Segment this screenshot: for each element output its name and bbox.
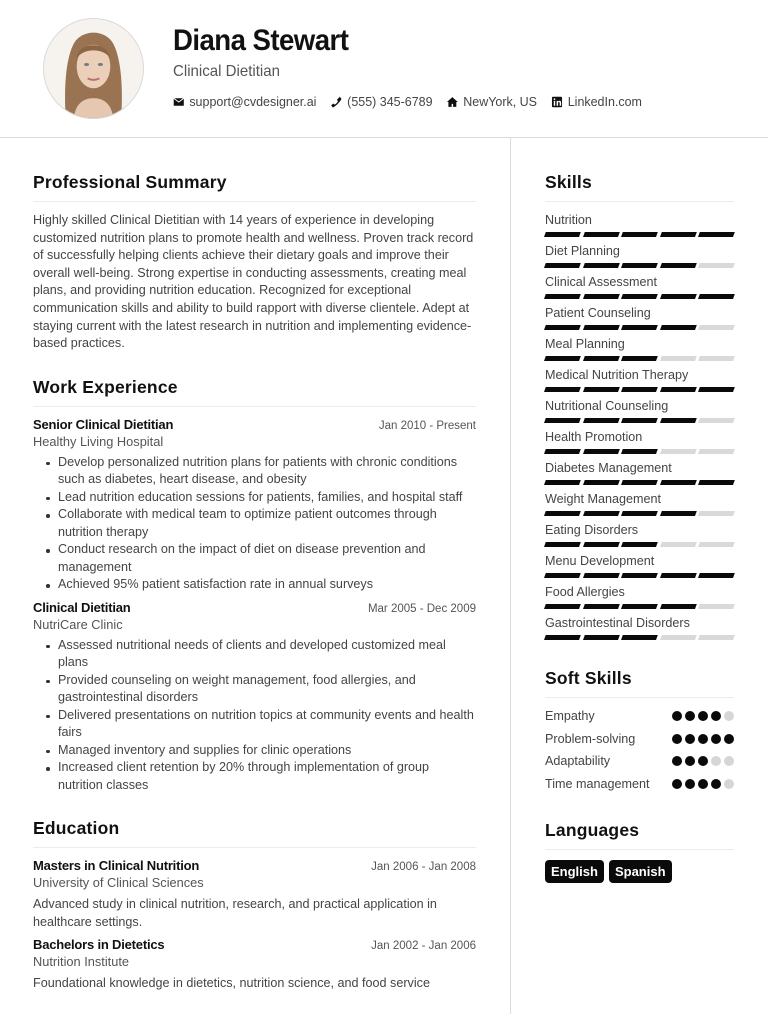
skill-level-segment	[621, 418, 658, 423]
skill-level-segment	[621, 356, 658, 361]
skill-level-segment	[660, 325, 697, 330]
skill-level-segment	[698, 325, 735, 330]
job-entry	[33, 417, 476, 594]
skill-name: Diabetes Management	[545, 461, 672, 475]
skill-level-segment	[621, 232, 658, 237]
skill-level-segment	[698, 387, 735, 392]
skill-level-segment	[698, 418, 735, 423]
candidate-name: Diana Stewart	[173, 24, 349, 57]
skill-level-segment	[583, 604, 620, 609]
skill-level-bar	[545, 263, 734, 268]
skill-level-segment	[621, 573, 658, 578]
skill-level-segment	[698, 635, 735, 640]
soft-skill-name: Empathy	[545, 709, 595, 723]
bullet-item: Collaborate with medical team to optimize patient outcomes through nutrition therapy	[33, 506, 476, 541]
skill-level-segment	[660, 449, 697, 454]
bullet-item: Assessed nutritional needs of clients and developed customized meal plans	[33, 637, 476, 672]
skill-level-segment	[621, 263, 658, 268]
experience-heading: Work Experience	[33, 377, 476, 407]
rating-dot-icon	[672, 756, 682, 766]
skill-level-segment	[660, 263, 697, 268]
skill-level-segment	[544, 635, 581, 640]
skill-level-segment	[698, 542, 735, 547]
skill-item	[545, 336, 734, 361]
skill-level-segment	[660, 573, 697, 578]
contact-email[interactable]	[173, 94, 316, 109]
skill-level-segment	[544, 294, 581, 299]
skill-name: Medical Nutrition Therapy	[545, 368, 689, 382]
soft-skill-name: Adaptability	[545, 754, 611, 768]
skill-level-bar	[545, 449, 734, 454]
envelope-icon	[173, 96, 185, 108]
skill-level-segment	[660, 232, 697, 237]
resume-header	[0, 0, 768, 138]
skill-level-segment	[621, 325, 658, 330]
skill-level-segment	[621, 604, 658, 609]
soft-skill-item	[545, 753, 734, 771]
job-dates: Mar 2005 - Dec 2009	[367, 602, 476, 615]
skill-level-segment	[583, 573, 620, 578]
skill-level-segment	[621, 635, 658, 640]
skill-level-segment	[621, 387, 658, 392]
education-dates: Jan 2002 - Jan 2006	[371, 940, 476, 953]
skill-item	[545, 212, 734, 237]
skill-name: Clinical Assessment	[545, 275, 657, 289]
bullet-item: Provided counseling on weight management, food allergies, and gastrointestinal disorders	[33, 672, 476, 707]
skill-level-segment	[583, 542, 620, 547]
rating-dot-icon	[685, 734, 695, 744]
profile-photo	[43, 18, 144, 119]
skill-level-bar	[545, 325, 734, 330]
job-organization: NutriCare Clinic	[33, 616, 123, 632]
skill-level-segment	[698, 263, 735, 268]
skill-level-segment	[660, 511, 697, 516]
bullet-item: Develop personalized nutrition plans for patients with chronic conditions such as diabetes, heart disease, and obesity	[33, 454, 476, 489]
job-entry	[33, 600, 476, 795]
skill-level-segment	[660, 604, 697, 609]
soft-skill-rating	[672, 756, 734, 766]
soft-skill-item	[545, 708, 734, 726]
rating-dot-icon	[685, 711, 695, 721]
bullet-item: Managed inventory and supplies for clinic operations	[33, 742, 476, 760]
skill-level-segment	[583, 356, 620, 361]
education-entry	[33, 858, 476, 931]
skill-item	[545, 615, 734, 640]
contact-list	[173, 94, 642, 109]
skill-level-segment	[621, 480, 658, 485]
skill-level-segment	[621, 294, 658, 299]
skill-level-bar	[545, 294, 734, 299]
rating-dot-icon	[724, 756, 734, 766]
skill-level-segment	[583, 387, 620, 392]
skill-name: Nutritional Counseling	[545, 399, 669, 413]
soft-skill-rating	[672, 711, 734, 721]
skill-level-bar	[545, 511, 734, 516]
skill-level-bar	[545, 635, 734, 640]
rating-dot-icon	[724, 779, 734, 789]
portrait-icon	[44, 19, 143, 118]
soft-skills-heading: Soft Skills	[545, 668, 734, 698]
column-divider	[510, 138, 511, 1014]
rating-dot-icon	[672, 734, 682, 744]
skill-name: Diet Planning	[545, 244, 620, 258]
contact-location-text: NewYork, US	[463, 94, 538, 109]
languages-list	[545, 860, 734, 883]
summary-text: Highly skilled Clinical Dietitian with 14 years of experience in developing customized nutrition plans to promote health and wellness. Proven track record of successfully helping clients achieve their dietary goals and improve their overall well-being. Strong expertise in conducting assessments, creating meal plans, and providing nutrition education. Recognized for exceptional communication skills and ability to build rapport with diverse clientele. Adept at staying current with the latest research in nutrition and implementing evidence-based practices.	[33, 213, 474, 351]
skill-level-segment	[583, 449, 620, 454]
skill-level-bar	[545, 542, 734, 547]
skills-heading: Skills	[545, 172, 734, 202]
skill-item	[545, 305, 734, 330]
skill-level-segment	[583, 511, 620, 516]
languages-heading: Languages	[545, 820, 734, 850]
bullet-item: Delivered presentations on nutrition topics at community events and health fairs	[33, 707, 476, 742]
skill-level-bar	[545, 604, 734, 609]
skill-level-segment	[660, 294, 697, 299]
rating-dot-icon	[698, 756, 708, 766]
contact-location	[447, 94, 537, 109]
skill-level-segment	[583, 635, 620, 640]
skill-name: Food Allergies	[545, 585, 625, 599]
skill-level-segment	[660, 356, 697, 361]
soft-skill-rating	[672, 779, 734, 789]
skill-level-segment	[544, 356, 581, 361]
job-dates: Jan 2010 - Present	[378, 419, 476, 432]
soft-skill-name: Problem-solving	[545, 731, 636, 746]
skill-level-segment	[698, 449, 735, 454]
rating-dot-icon	[698, 779, 708, 789]
soft-skill-rating	[672, 734, 734, 744]
rating-dot-icon	[685, 756, 695, 766]
education-description: Advanced study in clinical nutrition, research, and practical application in healthcare settings.	[33, 897, 437, 929]
summary-heading: Professional Summary	[33, 172, 476, 202]
skill-level-segment	[544, 232, 581, 237]
skill-name: Menu Development	[545, 554, 655, 568]
skill-level-segment	[698, 480, 735, 485]
education-dates: Jan 2006 - Jan 2008	[371, 861, 476, 874]
skill-item	[545, 367, 734, 392]
skill-name: Weight Management	[545, 492, 661, 506]
skill-level-segment	[698, 604, 735, 609]
skill-level-segment	[583, 325, 620, 330]
skill-level-segment	[698, 232, 735, 237]
skill-level-segment	[544, 480, 581, 485]
rating-dot-icon	[711, 779, 721, 789]
soft-skills-list	[545, 708, 734, 793]
skill-level-segment	[544, 387, 581, 392]
skill-level-segment	[544, 418, 581, 423]
soft-skill-item	[545, 731, 734, 749]
skill-name: Patient Counseling	[545, 306, 651, 320]
skill-item	[545, 491, 734, 516]
skill-name: Eating Disorders	[545, 523, 639, 537]
rating-dot-icon	[672, 779, 682, 789]
skill-level-segment	[698, 511, 735, 516]
job-organization: Healthy Living Hospital	[33, 433, 164, 449]
skill-item	[545, 460, 734, 485]
skill-name: Health Promotion	[545, 430, 643, 444]
education-entry	[33, 937, 476, 993]
skills-list	[545, 212, 734, 640]
contact-phone-text: (555) 345-6789	[347, 94, 433, 109]
skill-level-bar	[545, 356, 734, 361]
skill-level-segment	[660, 418, 697, 423]
skill-level-bar	[545, 480, 734, 485]
main-column	[33, 138, 476, 999]
skill-level-bar	[545, 387, 734, 392]
linkedin-icon	[551, 96, 563, 108]
contact-phone[interactable]	[331, 94, 433, 109]
skill-level-segment	[544, 325, 581, 330]
bullet-item: Achieved 95% patient satisfaction rate in annual surveys	[33, 576, 476, 594]
rating-dot-icon	[698, 711, 708, 721]
rating-dot-icon	[711, 756, 721, 766]
education-heading: Education	[33, 818, 476, 848]
skill-level-segment	[544, 573, 581, 578]
language-badge: English	[545, 860, 604, 883]
skill-name: Meal Planning	[545, 337, 625, 351]
skill-level-segment	[583, 294, 620, 299]
skill-level-bar	[545, 418, 734, 423]
skill-level-segment	[621, 511, 658, 516]
skill-level-segment	[544, 263, 581, 268]
skill-level-segment	[544, 449, 581, 454]
school-name: University of Clinical Sciences	[33, 875, 204, 891]
skill-level-segment	[583, 263, 620, 268]
degree-title: Bachelors in Dietetics	[33, 937, 165, 953]
education-description: Foundational knowledge in dietetics, nutrition science, and food service	[33, 976, 430, 991]
skill-level-segment	[544, 604, 581, 609]
skill-item	[545, 274, 734, 299]
skill-level-segment	[660, 480, 697, 485]
contact-linkedin-text: LinkedIn.com	[567, 94, 642, 109]
home-icon	[447, 96, 459, 108]
rating-dot-icon	[711, 711, 721, 721]
skill-level-bar	[545, 573, 734, 578]
degree-title: Masters in Clinical Nutrition	[33, 858, 200, 874]
skill-level-bar	[545, 232, 734, 237]
job-title: Senior Clinical Dietitian	[33, 416, 174, 432]
skill-item	[545, 553, 734, 578]
skill-level-segment	[698, 356, 735, 361]
contact-linkedin[interactable]	[551, 94, 642, 109]
sidebar-column	[545, 138, 734, 883]
rating-dot-icon	[685, 779, 695, 789]
bullet-item: Conduct research on the impact of diet on disease prevention and management	[33, 541, 476, 576]
skill-level-segment	[583, 232, 620, 237]
rating-dot-icon	[711, 734, 721, 744]
skill-level-segment	[660, 635, 697, 640]
skill-level-segment	[583, 480, 620, 485]
job-bullets	[33, 637, 476, 795]
skill-item	[545, 522, 734, 547]
skill-level-segment	[698, 294, 735, 299]
soft-skill-name: Time management	[545, 776, 650, 791]
language-badge: Spanish	[609, 860, 672, 883]
skill-level-segment	[544, 511, 581, 516]
skill-level-segment	[544, 542, 581, 547]
job-title: Clinical Dietitian	[33, 599, 131, 615]
skill-name: Nutrition	[545, 213, 592, 227]
bullet-item: Increased client retention by 20% through implementation of group nutrition classes	[33, 759, 476, 794]
skill-level-segment	[621, 542, 658, 547]
skill-level-segment	[621, 449, 658, 454]
soft-skill-item	[545, 776, 734, 794]
school-name: Nutrition Institute	[33, 954, 130, 970]
bullet-item: Lead nutrition education sessions for patients, families, and hospital staff	[33, 489, 476, 507]
skill-level-segment	[660, 542, 697, 547]
skill-level-segment	[660, 387, 697, 392]
skill-level-segment	[698, 573, 735, 578]
skill-level-segment	[583, 418, 620, 423]
rating-dot-icon	[672, 711, 682, 721]
contact-email-text: support@cvdesigner.ai	[189, 94, 317, 109]
skill-item	[545, 243, 734, 268]
candidate-title: Clinical Dietitian	[173, 63, 280, 80]
phone-icon	[331, 96, 343, 108]
rating-dot-icon	[698, 734, 708, 744]
skill-item	[545, 584, 734, 609]
rating-dot-icon	[724, 711, 734, 721]
job-bullets	[33, 454, 476, 594]
skill-item	[545, 398, 734, 423]
skill-name: Gastrointestinal Disorders	[545, 616, 690, 630]
rating-dot-icon	[724, 734, 734, 744]
skill-item	[545, 429, 734, 454]
